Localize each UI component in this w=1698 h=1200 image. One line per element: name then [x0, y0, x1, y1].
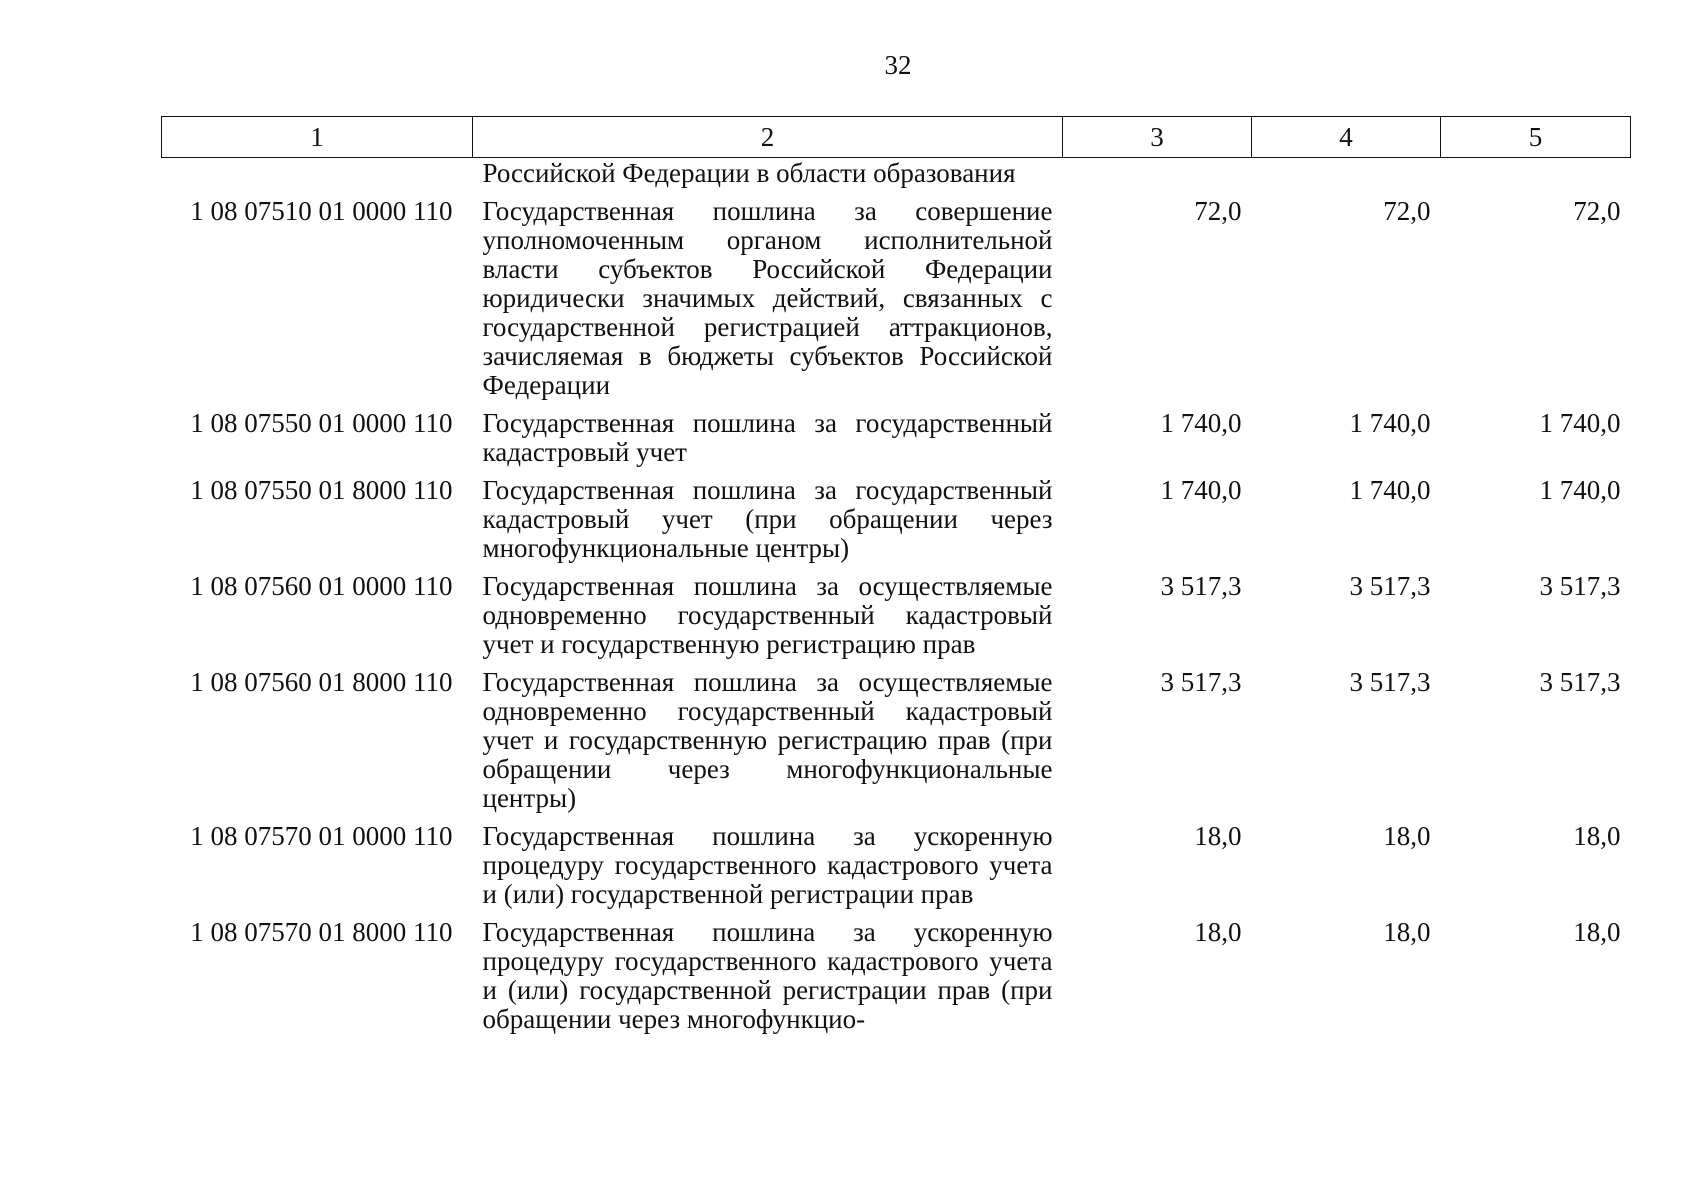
- revenue-code: 1 08 07560 01 0000 110: [190, 571, 453, 601]
- value-col-5: 72,0: [1573, 196, 1621, 226]
- revenue-code: 1 08 07550 01 8000 110: [190, 475, 453, 505]
- header-col-1: 1: [162, 117, 473, 158]
- value-col-4: 3 517,3: [1349, 667, 1431, 697]
- revenue-description: Государственная пошлина за осуществляемые одновременно государственный кадастровый учет и государственную регистрацию прав: [482, 571, 1053, 659]
- header-col-4: 4: [1252, 117, 1441, 158]
- value-col-3: 18,0: [1194, 821, 1242, 851]
- budget-table: [161, 116, 1631, 1034]
- header-col-3: 3: [1063, 117, 1252, 158]
- table-row: [162, 813, 1631, 909]
- value-col-5: 18,0: [1573, 821, 1621, 851]
- continuation-text: Российской Федерации в области образования: [482, 158, 1016, 188]
- value-col-5: 3 517,3: [1539, 667, 1621, 697]
- revenue-description: Государственная пошлина за ускоренную процедуру государственного кадастрового учета и (или) государственной регистрации прав (при обращении через многофункцио-: [482, 917, 1053, 1034]
- revenue-description: Государственная пошлина за государственный кадастровый учет (при обращении через многофункциональные центры): [482, 475, 1053, 563]
- value-col-4: 18,0: [1383, 917, 1431, 947]
- table-row: [162, 400, 1631, 467]
- value-col-4: 72,0: [1383, 196, 1431, 226]
- table-row: [162, 909, 1631, 1034]
- value-col-5: 1 740,0: [1539, 408, 1621, 438]
- table-row: [162, 563, 1631, 659]
- value-col-3: 1 740,0: [1160, 408, 1242, 438]
- revenue-description: Государственная пошлина за ускоренную процедуру государственного кадастрового учета и (или) государственной регистрации прав: [482, 821, 1053, 909]
- value-col-5: 18,0: [1573, 917, 1621, 947]
- value-col-5: 3 517,3: [1539, 571, 1621, 601]
- value-col-3: 18,0: [1194, 917, 1242, 947]
- revenue-code: 1 08 07510 01 0000 110: [190, 196, 453, 226]
- header-col-5: 5: [1441, 117, 1631, 158]
- value-col-3: 72,0: [1194, 196, 1242, 226]
- header-row: [162, 117, 1631, 158]
- value-col-5: 1 740,0: [1539, 475, 1621, 505]
- value-col-3: 3 517,3: [1160, 667, 1242, 697]
- value-col-4: 3 517,3: [1349, 571, 1431, 601]
- revenue-description: Государственная пошлина за осуществляемые одновременно государственный кадастровый учет и государственную регистрацию прав (при обращении через многофункциональные центры): [482, 667, 1053, 813]
- revenue-code: 1 08 07570 01 8000 110: [190, 917, 453, 947]
- value-col-3: 1 740,0: [1160, 475, 1242, 505]
- table-row: [162, 659, 1631, 813]
- value-col-4: 1 740,0: [1349, 475, 1431, 505]
- value-col-4: 18,0: [1383, 821, 1431, 851]
- value-col-4: 1 740,0: [1349, 408, 1431, 438]
- revenue-code: 1 08 07570 01 0000 110: [190, 821, 453, 851]
- revenue-description: Государственная пошлина за государственный кадастровый учет: [482, 408, 1053, 467]
- revenue-description: Государственная пошлина за совершение уполномоченным органом исполнительной власти субъектов Российской Федерации юридически значимых действий, связанных с государственной регистрацией аттракционов, зачисляемая в бюджеты субъектов Российской Федерации: [482, 196, 1053, 400]
- header-col-2: 2: [473, 117, 1063, 158]
- continuation-row: [162, 158, 1631, 189]
- page-number: 32: [884, 50, 912, 80]
- revenue-code: 1 08 07560 01 8000 110: [190, 667, 453, 697]
- table-body: [162, 158, 1631, 1035]
- table-row: [162, 188, 1631, 400]
- table-header: [162, 117, 1631, 158]
- value-col-3: 3 517,3: [1160, 571, 1242, 601]
- table-row: [162, 467, 1631, 563]
- revenue-code: 1 08 07550 01 0000 110: [190, 408, 453, 438]
- continuation-code-cell: [162, 158, 473, 189]
